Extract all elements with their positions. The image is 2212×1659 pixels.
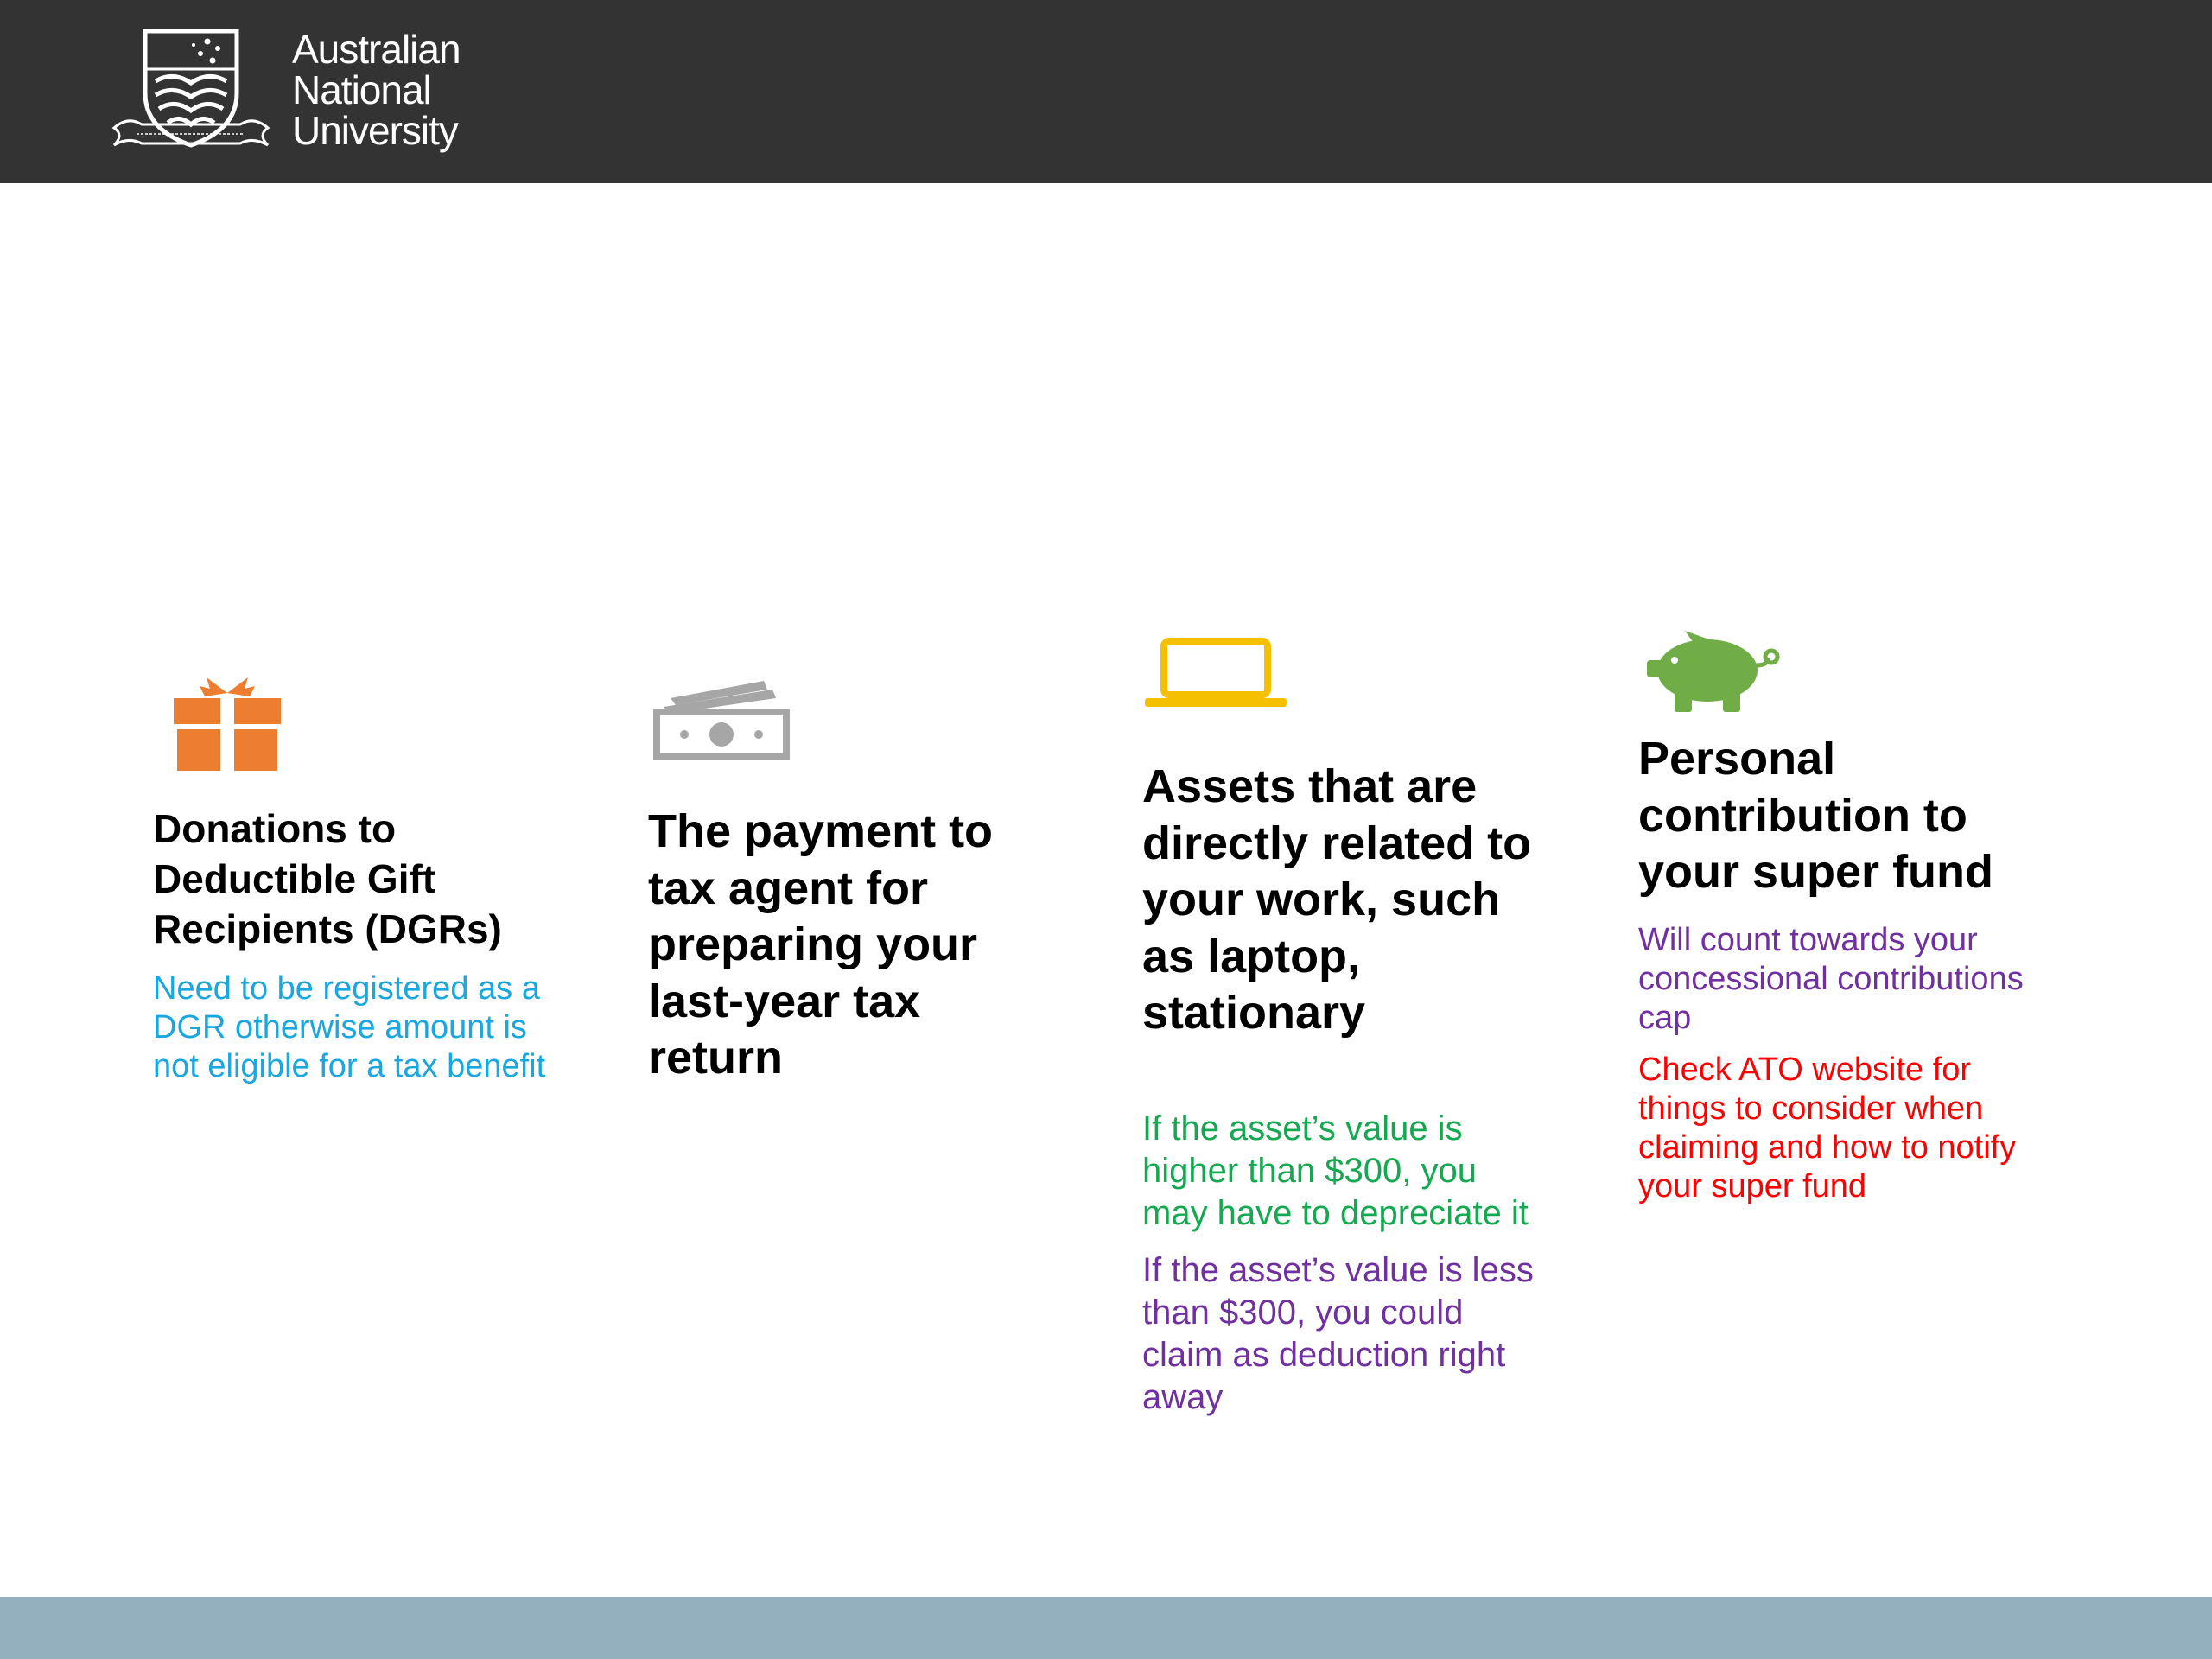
column-heading: Personal contribution to your super fund	[1638, 733, 1994, 898]
column-note: If the asset’s value is less than $300, you could claim as deduction right away	[1142, 1251, 1534, 1416]
logo-line-3: University	[292, 108, 458, 153]
footer-bar	[0, 1597, 2212, 1659]
logo-line-2: National	[292, 67, 431, 112]
column-heading: The payment to tax agent for preparing your last-year tax return	[648, 805, 994, 1084]
anu-crest-icon	[111, 26, 271, 156]
gift-icon	[174, 674, 281, 771]
piggy-bank-icon	[1647, 631, 1780, 712]
logo-line-1: Australian	[292, 27, 461, 72]
column-heading: Assets that are directly related to your work, such as laptop, stationary	[1142, 760, 1532, 1039]
column-note: Will count towards your concessional contributions cap	[1638, 922, 2024, 1036]
column-heading: Donations to Deductible Gift Recipients (DGRs)	[153, 806, 502, 951]
column-note: Check ATO website for things to consider when claiming and how to notify your super fund	[1638, 1052, 2017, 1205]
anu-logo[interactable]	[111, 26, 491, 156]
header-bar	[0, 0, 2212, 183]
column-note: If the asset’s value is higher than $300, you may have to depreciate it	[1142, 1109, 1529, 1232]
logo-wordmark	[292, 29, 461, 151]
column-note: Need to be registered as a DGR otherwise amount is not eligible for a tax benefit	[153, 970, 546, 1084]
money-icon	[653, 677, 790, 760]
laptop-icon	[1145, 638, 1287, 707]
